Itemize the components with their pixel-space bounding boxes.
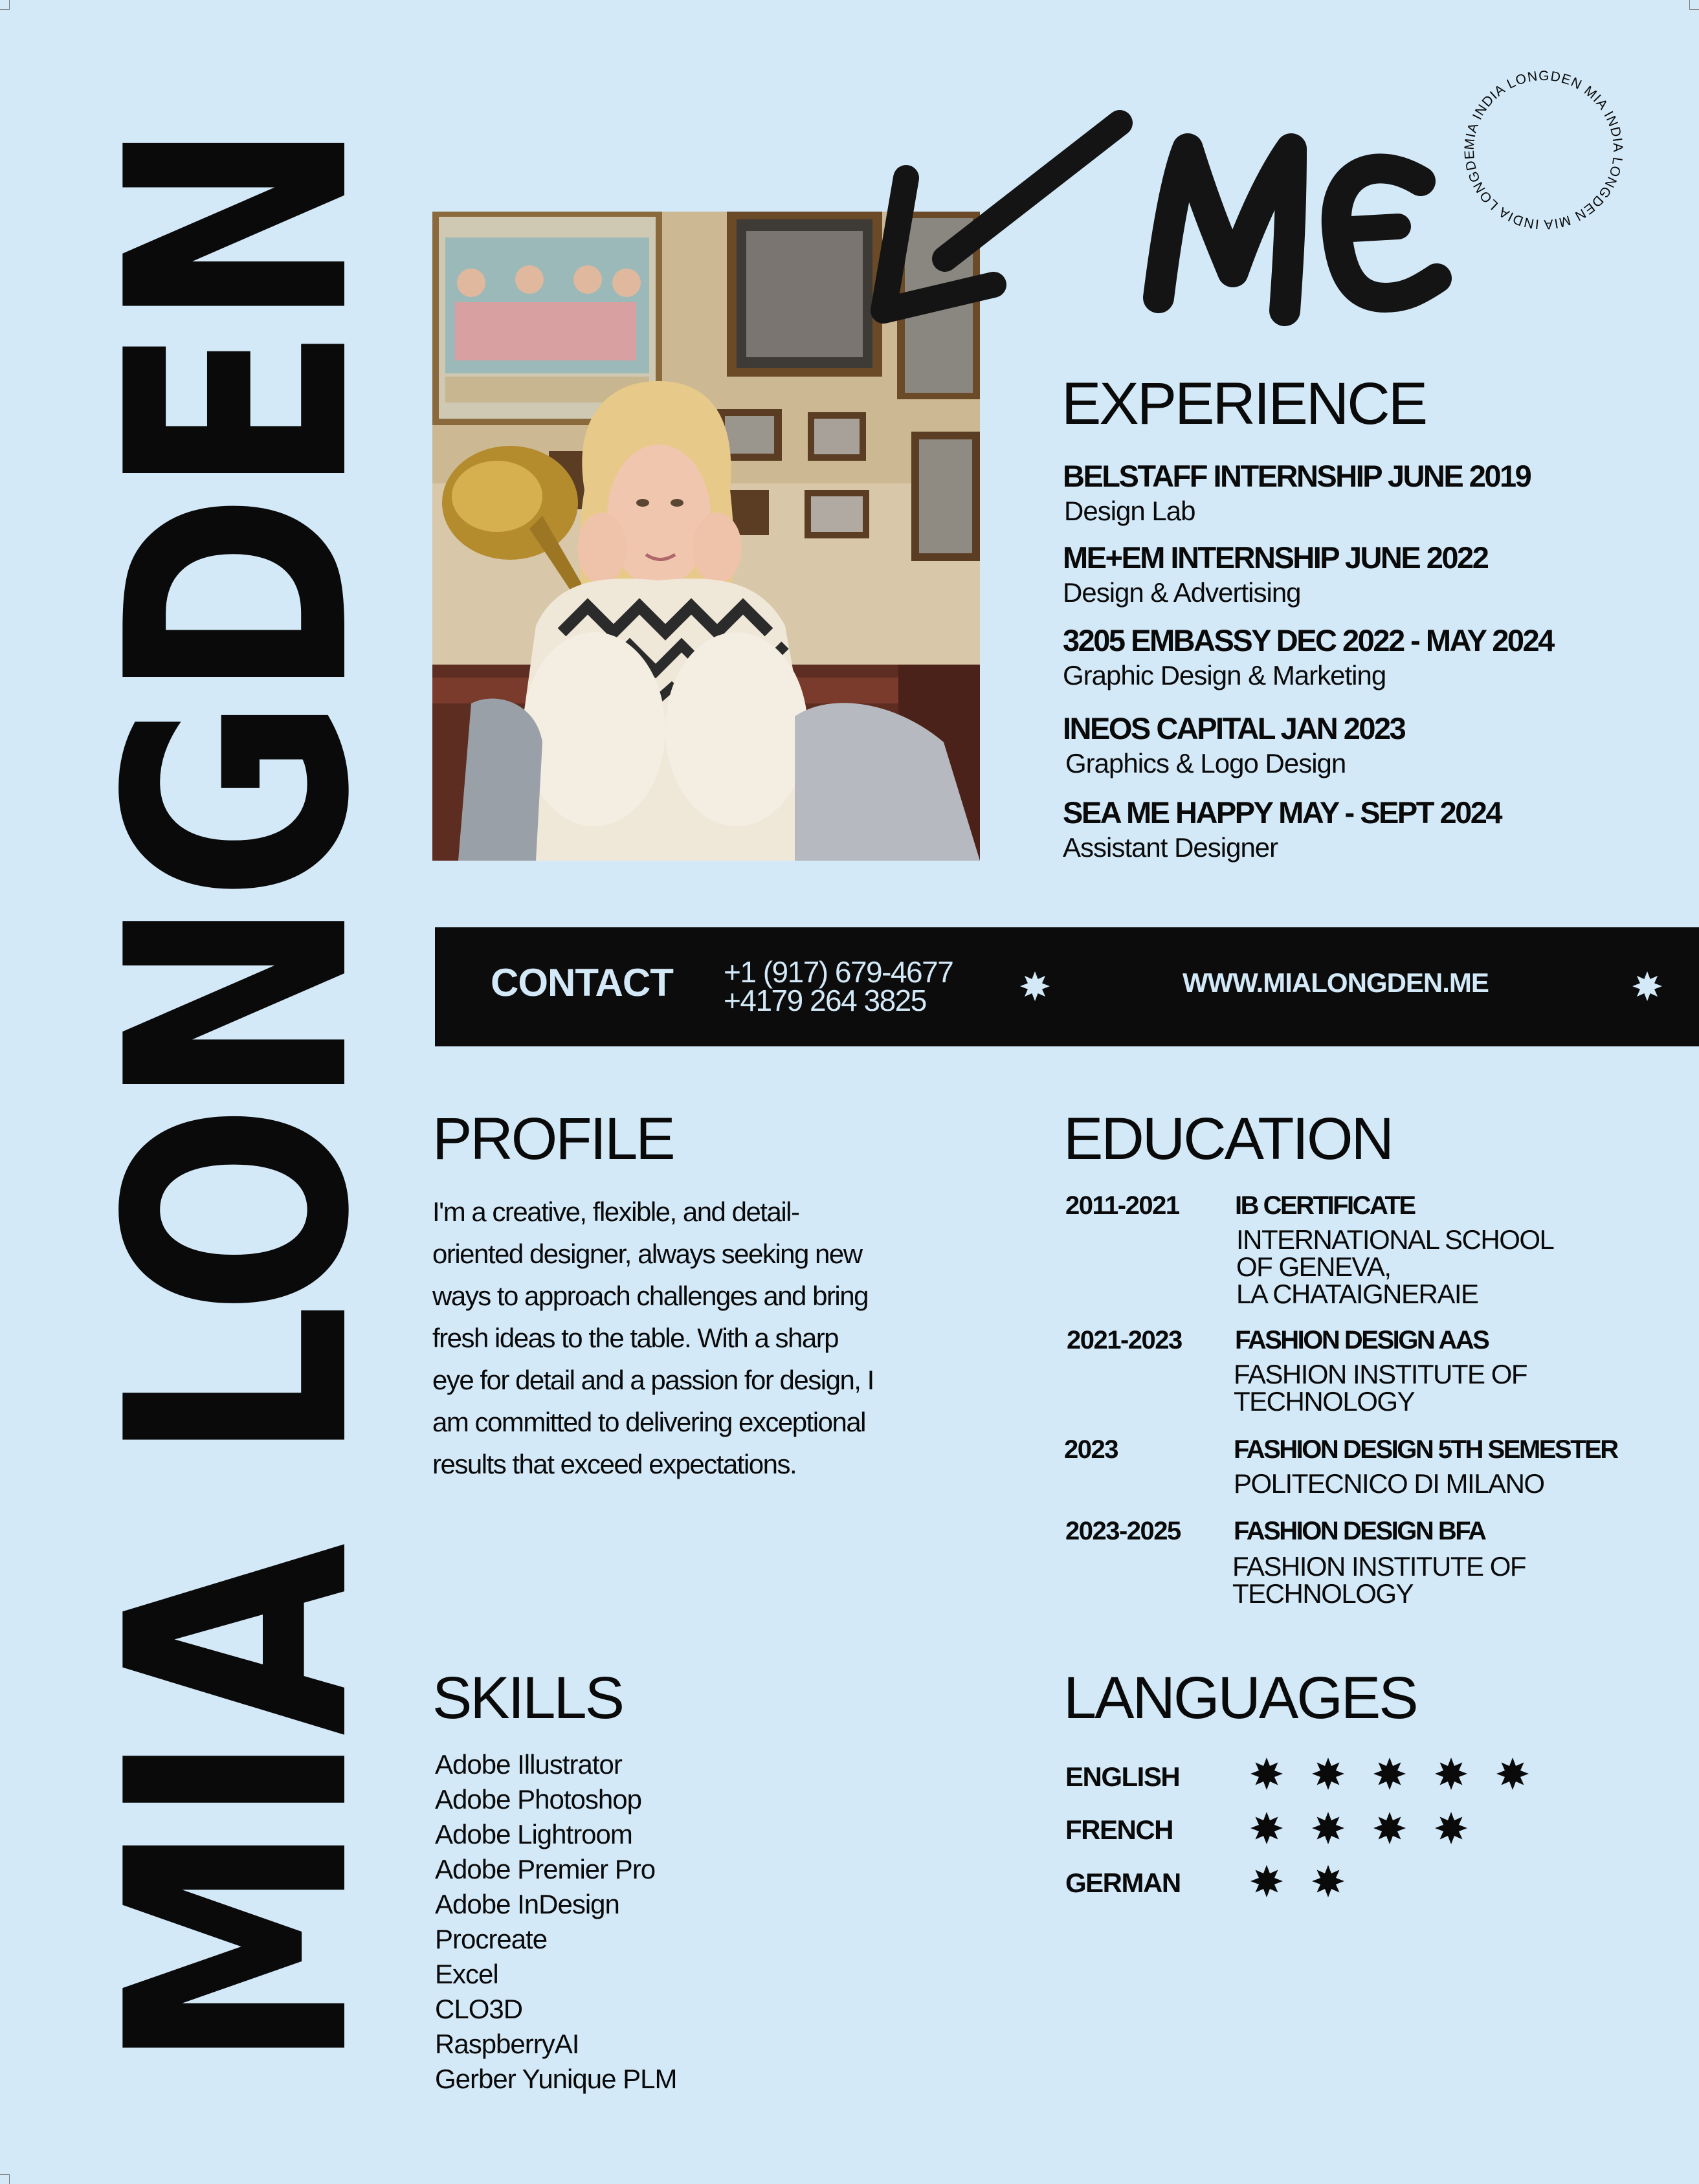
experience-title: 3205 EMBASSY DEC 2022 - MAY 2024	[1063, 623, 1553, 657]
skill-item: Adobe Premier Pro	[435, 1854, 656, 1884]
experience-item	[1063, 542, 1487, 606]
languages-heading: LANGUAGES	[1063, 1665, 1417, 1731]
experience-role: Design Lab	[1064, 496, 1195, 526]
profile-text: I'm a creative, flexible, and detail-oriented designer, always seeking new ways to approach challenges and bring fresh ideas to the table. With a sharp eye for detail and a passion for design, I am committed to delivering exceptional results that exceed expectations.	[432, 1197, 874, 1479]
star-rating-icon	[1250, 1758, 1283, 1790]
experience-item	[1063, 625, 1553, 689]
starburst-icon	[1632, 971, 1662, 1001]
starburst-icon	[1020, 971, 1050, 1001]
contact-label: CONTACT	[491, 961, 673, 1004]
skill-item: Adobe InDesign	[435, 1889, 619, 1919]
name-seal	[1447, 53, 1641, 247]
experience-title: INEOS CAPITAL JAN 2023	[1063, 711, 1405, 745]
star-rating-icon	[1435, 1758, 1467, 1790]
language-rating	[1250, 1758, 1529, 1790]
education-years: 2011-2021	[1065, 1191, 1179, 1220]
skill-item: RaspberryAI	[435, 2029, 579, 2059]
experience-role: Assistant Designer	[1063, 832, 1278, 863]
skill-item: Excel	[435, 1959, 498, 1989]
crop-mark-top-left	[0, 0, 10, 10]
skill-item: Adobe Lightroom	[435, 1819, 632, 1849]
experience-role: Design & Advertising	[1063, 577, 1301, 608]
education-school: POLITECNICO DI MILANO	[1234, 1468, 1544, 1499]
experience-title: SEA ME HAPPY MAY - SEPT 2024	[1063, 795, 1502, 830]
skills-list	[435, 1747, 676, 2097]
star-rating-icon	[1435, 1812, 1467, 1844]
experience-item	[1063, 461, 1530, 525]
experience-role: Graphic Design & Marketing	[1063, 660, 1386, 690]
svg-text:MIA INDIA LONGDEN MIA INDIA L	[1447, 53, 1625, 232]
star-rating-icon	[1250, 1865, 1283, 1897]
star-rating-icon	[1312, 1812, 1344, 1844]
education-years: 2021-2023	[1067, 1326, 1182, 1354]
skills-heading: SKILLS	[432, 1665, 623, 1731]
skill-item: Procreate	[435, 1924, 548, 1954]
education-years: 2023	[1064, 1435, 1118, 1464]
language-rating	[1250, 1812, 1467, 1844]
language-name: FRENCH	[1065, 1814, 1173, 1845]
profile-heading: PROFILE	[432, 1106, 674, 1172]
star-rating-icon	[1373, 1758, 1406, 1790]
experience-title: ME+EM INTERNSHIP JUNE 2022	[1063, 540, 1488, 575]
language-name: GERMAN	[1065, 1868, 1181, 1898]
education-school: INTERNATIONAL SCHOOL OF GENEVA, LA CHATAIGNERAIE	[1236, 1224, 1554, 1309]
education-school: FASHION INSTITUTE OF TECHNOLOGY	[1234, 1359, 1527, 1417]
name-vertical-wrap	[62, 52, 416, 2142]
experience-role: Graphics & Logo Design	[1065, 748, 1346, 778]
language-name: ENGLISH	[1065, 1761, 1180, 1792]
phone-number: +4179 264 3825	[724, 984, 926, 1017]
education-school: FASHION INSTITUTE OF TECHNOLOGY	[1232, 1551, 1526, 1609]
star-rating-icon	[1312, 1865, 1344, 1897]
phone-number: +1 (917) 679-4677	[724, 955, 953, 989]
skill-item: Adobe Illustrator	[435, 1749, 622, 1780]
phone-list	[724, 955, 953, 1017]
skill-item: Adobe Photoshop	[435, 1784, 641, 1814]
star-rating-icon	[1312, 1758, 1344, 1790]
education-degree: IB CERTIFICATE	[1235, 1191, 1415, 1220]
star-rating-icon	[1250, 1812, 1283, 1844]
crop-mark-top-right	[1689, 0, 1699, 10]
education-degree: FASHION DESIGN AAS	[1235, 1326, 1489, 1354]
seal-text: MIA INDIA LONGDEN MIA INDIA LONGDEN MIA INDIA LONGDE	[1461, 68, 1626, 232]
experience-title: BELSTAFF INTERNSHIP JUNE 2019	[1063, 459, 1531, 493]
education-degree: FASHION DESIGN BFA	[1234, 1517, 1485, 1545]
skill-item: CLO3D	[435, 1994, 523, 2024]
experience-heading: EXPERIENCE	[1061, 371, 1427, 437]
education-heading: EDUCATION	[1063, 1106, 1392, 1172]
education-degree: FASHION DESIGN 5TH SEMESTER	[1234, 1435, 1617, 1464]
language-rating	[1250, 1865, 1344, 1897]
star-rating-icon	[1373, 1812, 1406, 1844]
contact-bar	[435, 927, 1699, 1046]
star-rating-icon	[1496, 1758, 1529, 1790]
website-link[interactable]: WWW.MIALONGDEN.ME	[1183, 967, 1489, 998]
experience-item	[1063, 713, 1405, 777]
experience-item	[1063, 797, 1501, 861]
me-hand-lettering	[835, 104, 1469, 375]
skill-item: Gerber Yunique PLM	[435, 2064, 677, 2094]
education-years: 2023-2025	[1065, 1517, 1181, 1545]
name-title: MIA LONGDEN	[62, 123, 416, 2071]
crop-mark-bottom-left	[0, 2174, 10, 2184]
